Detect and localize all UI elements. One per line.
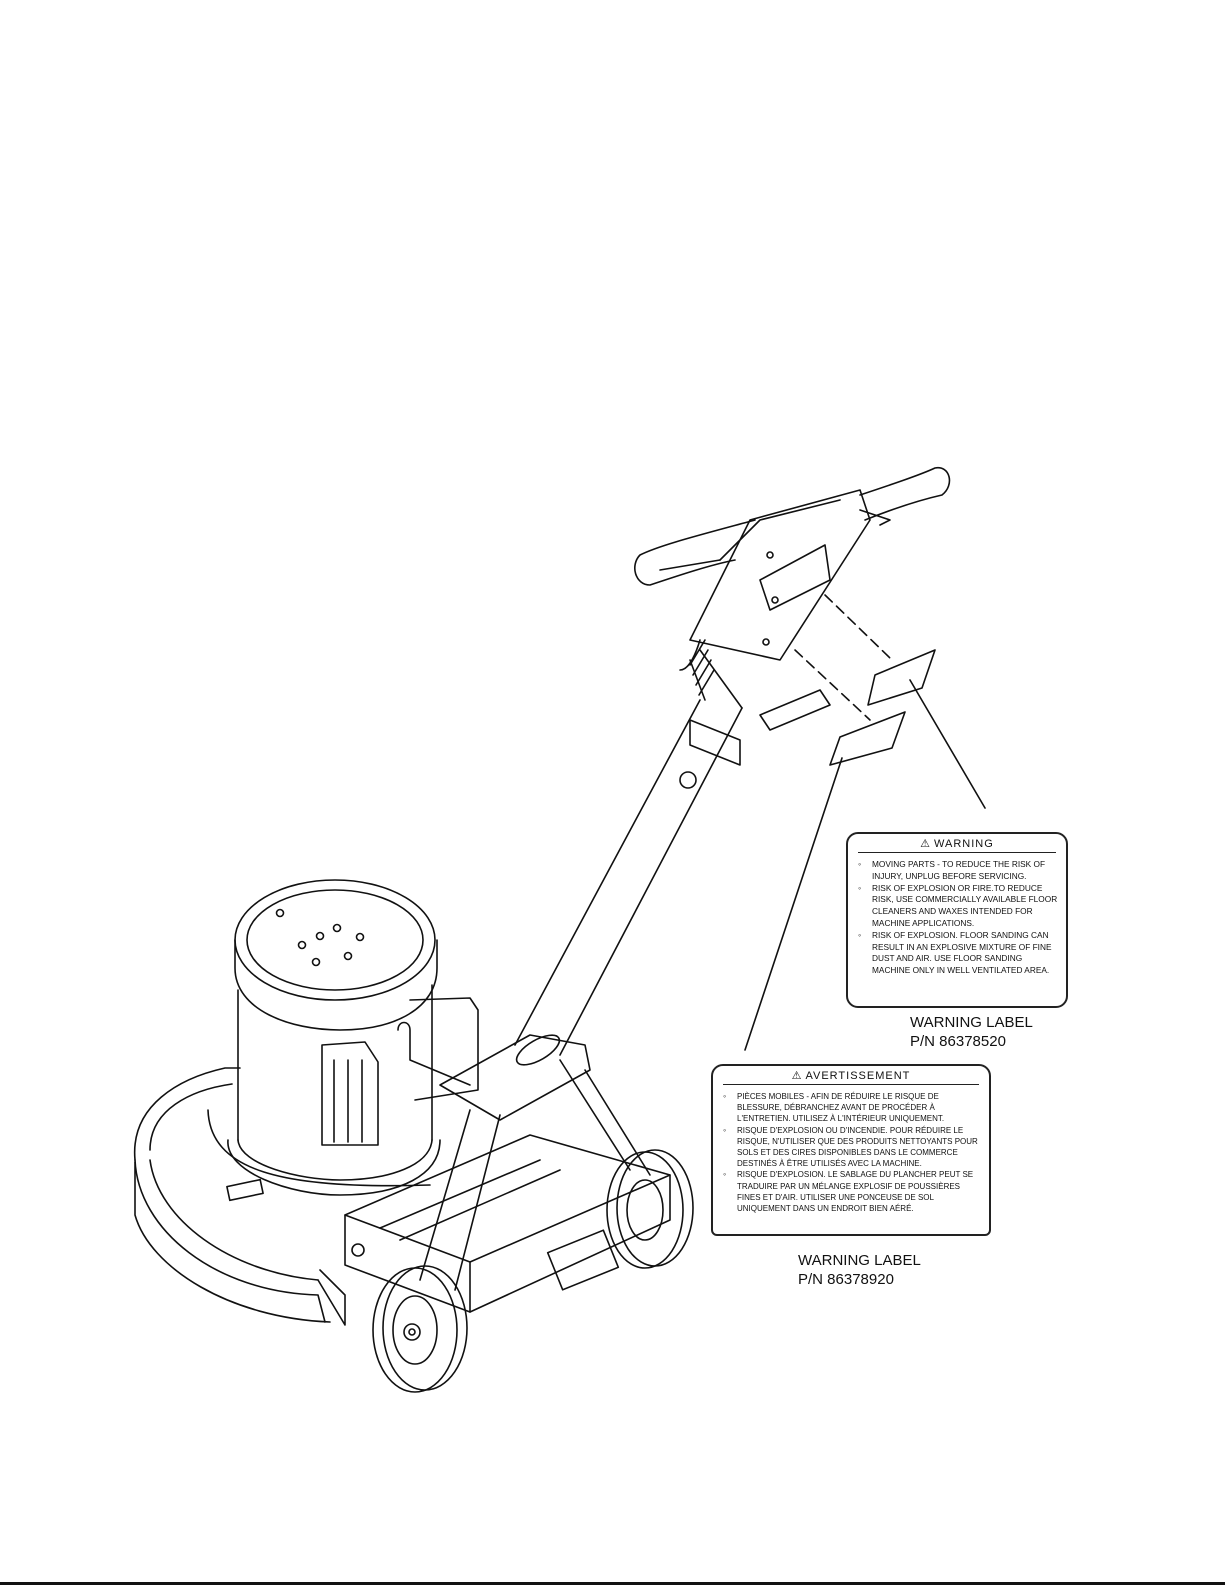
caption-part-number: P/N 86378520 [910, 1033, 1006, 1050]
handle-control-head [635, 468, 950, 660]
warning-triangle-icon: ⚠ [920, 838, 932, 850]
warning-label-header [858, 834, 1056, 853]
warning-item: ◦ RISK OF EXPLOSION OR FIRE.TO REDUCE RISK, USE COMMERCIALLY AVAILABLE FLOOR CLEANERS AND WAXES INTENDED FOR MACHINE APPLICATIONS. [858, 883, 1058, 930]
warning-label-caption-english [910, 1013, 1033, 1051]
warning-label-heading: WARNING [934, 838, 994, 850]
warning-label-french [711, 1064, 991, 1236]
warning-item: ◦ RISQUE D'EXPLOSION OU D'INCENDIE. POUR RÉDUIRE LE RISQUE, N'UTILISER QUE DES PRODUITS NETTOYANTS POUR SOLS ET DES CIRES DISPONIBLES DANS LE COMMERCE DESTINÉS À ÊTRE UTILISÉS AVEC LA MACHINE. [723, 1125, 981, 1170]
warning-label-english [846, 832, 1068, 1008]
warning-item: ◦ RISQUE D'EXPLOSION. LE SABLAGE DU PLANCHER PEUT SE TRADUIRE PAR UN MÉLANGE EXPLOSIF DE POUSSIÈRES FINES ET D'AIR. UTILISER UNE PONCEUSE DE SOL UNIQUEMENT DANS UN ENDROIT BIEN AÉRÉ. [723, 1169, 981, 1214]
caption-title: WARNING LABEL [910, 1014, 1033, 1031]
handle-tube [512, 640, 830, 1071]
warning-item: ◦ PIÈCES MOBILES - AFIN DE RÉDUIRE LE RISQUE DE BLESSURE, DÉBRANCHEZ AVANT DE PROCÉDER À L'ENTRETIEN. UTILISEZ À L'INTÉRIEUR UNIQUEMENT. [723, 1091, 981, 1125]
warning-label-heading: AVERTISSEMENT [805, 1070, 911, 1082]
warning-triangle-icon: ⚠ [791, 1070, 803, 1082]
warning-label-caption-french [798, 1251, 921, 1289]
warning-label-items [713, 1091, 989, 1214]
warning-label-header [723, 1066, 979, 1085]
caption-part-number: P/N 86378920 [798, 1271, 894, 1288]
warning-item: ◦ RISK OF EXPLOSION. FLOOR SANDING CAN RESULT IN AN EXPLOSIVE MIXTURE OF FINE DUST AND AIR. USE FLOOR SANDING MACHINE ONLY IN WELL VENTILATED AREA. [858, 930, 1058, 977]
warning-label-items [848, 859, 1066, 977]
motor-housing [228, 880, 478, 1195]
warning-item: ◦ MOVING PARTS - TO REDUCE THE RISK OF INJURY, UNPLUG BEFORE SERVICING. [858, 859, 1058, 883]
caption-title: WARNING LABEL [798, 1252, 921, 1269]
